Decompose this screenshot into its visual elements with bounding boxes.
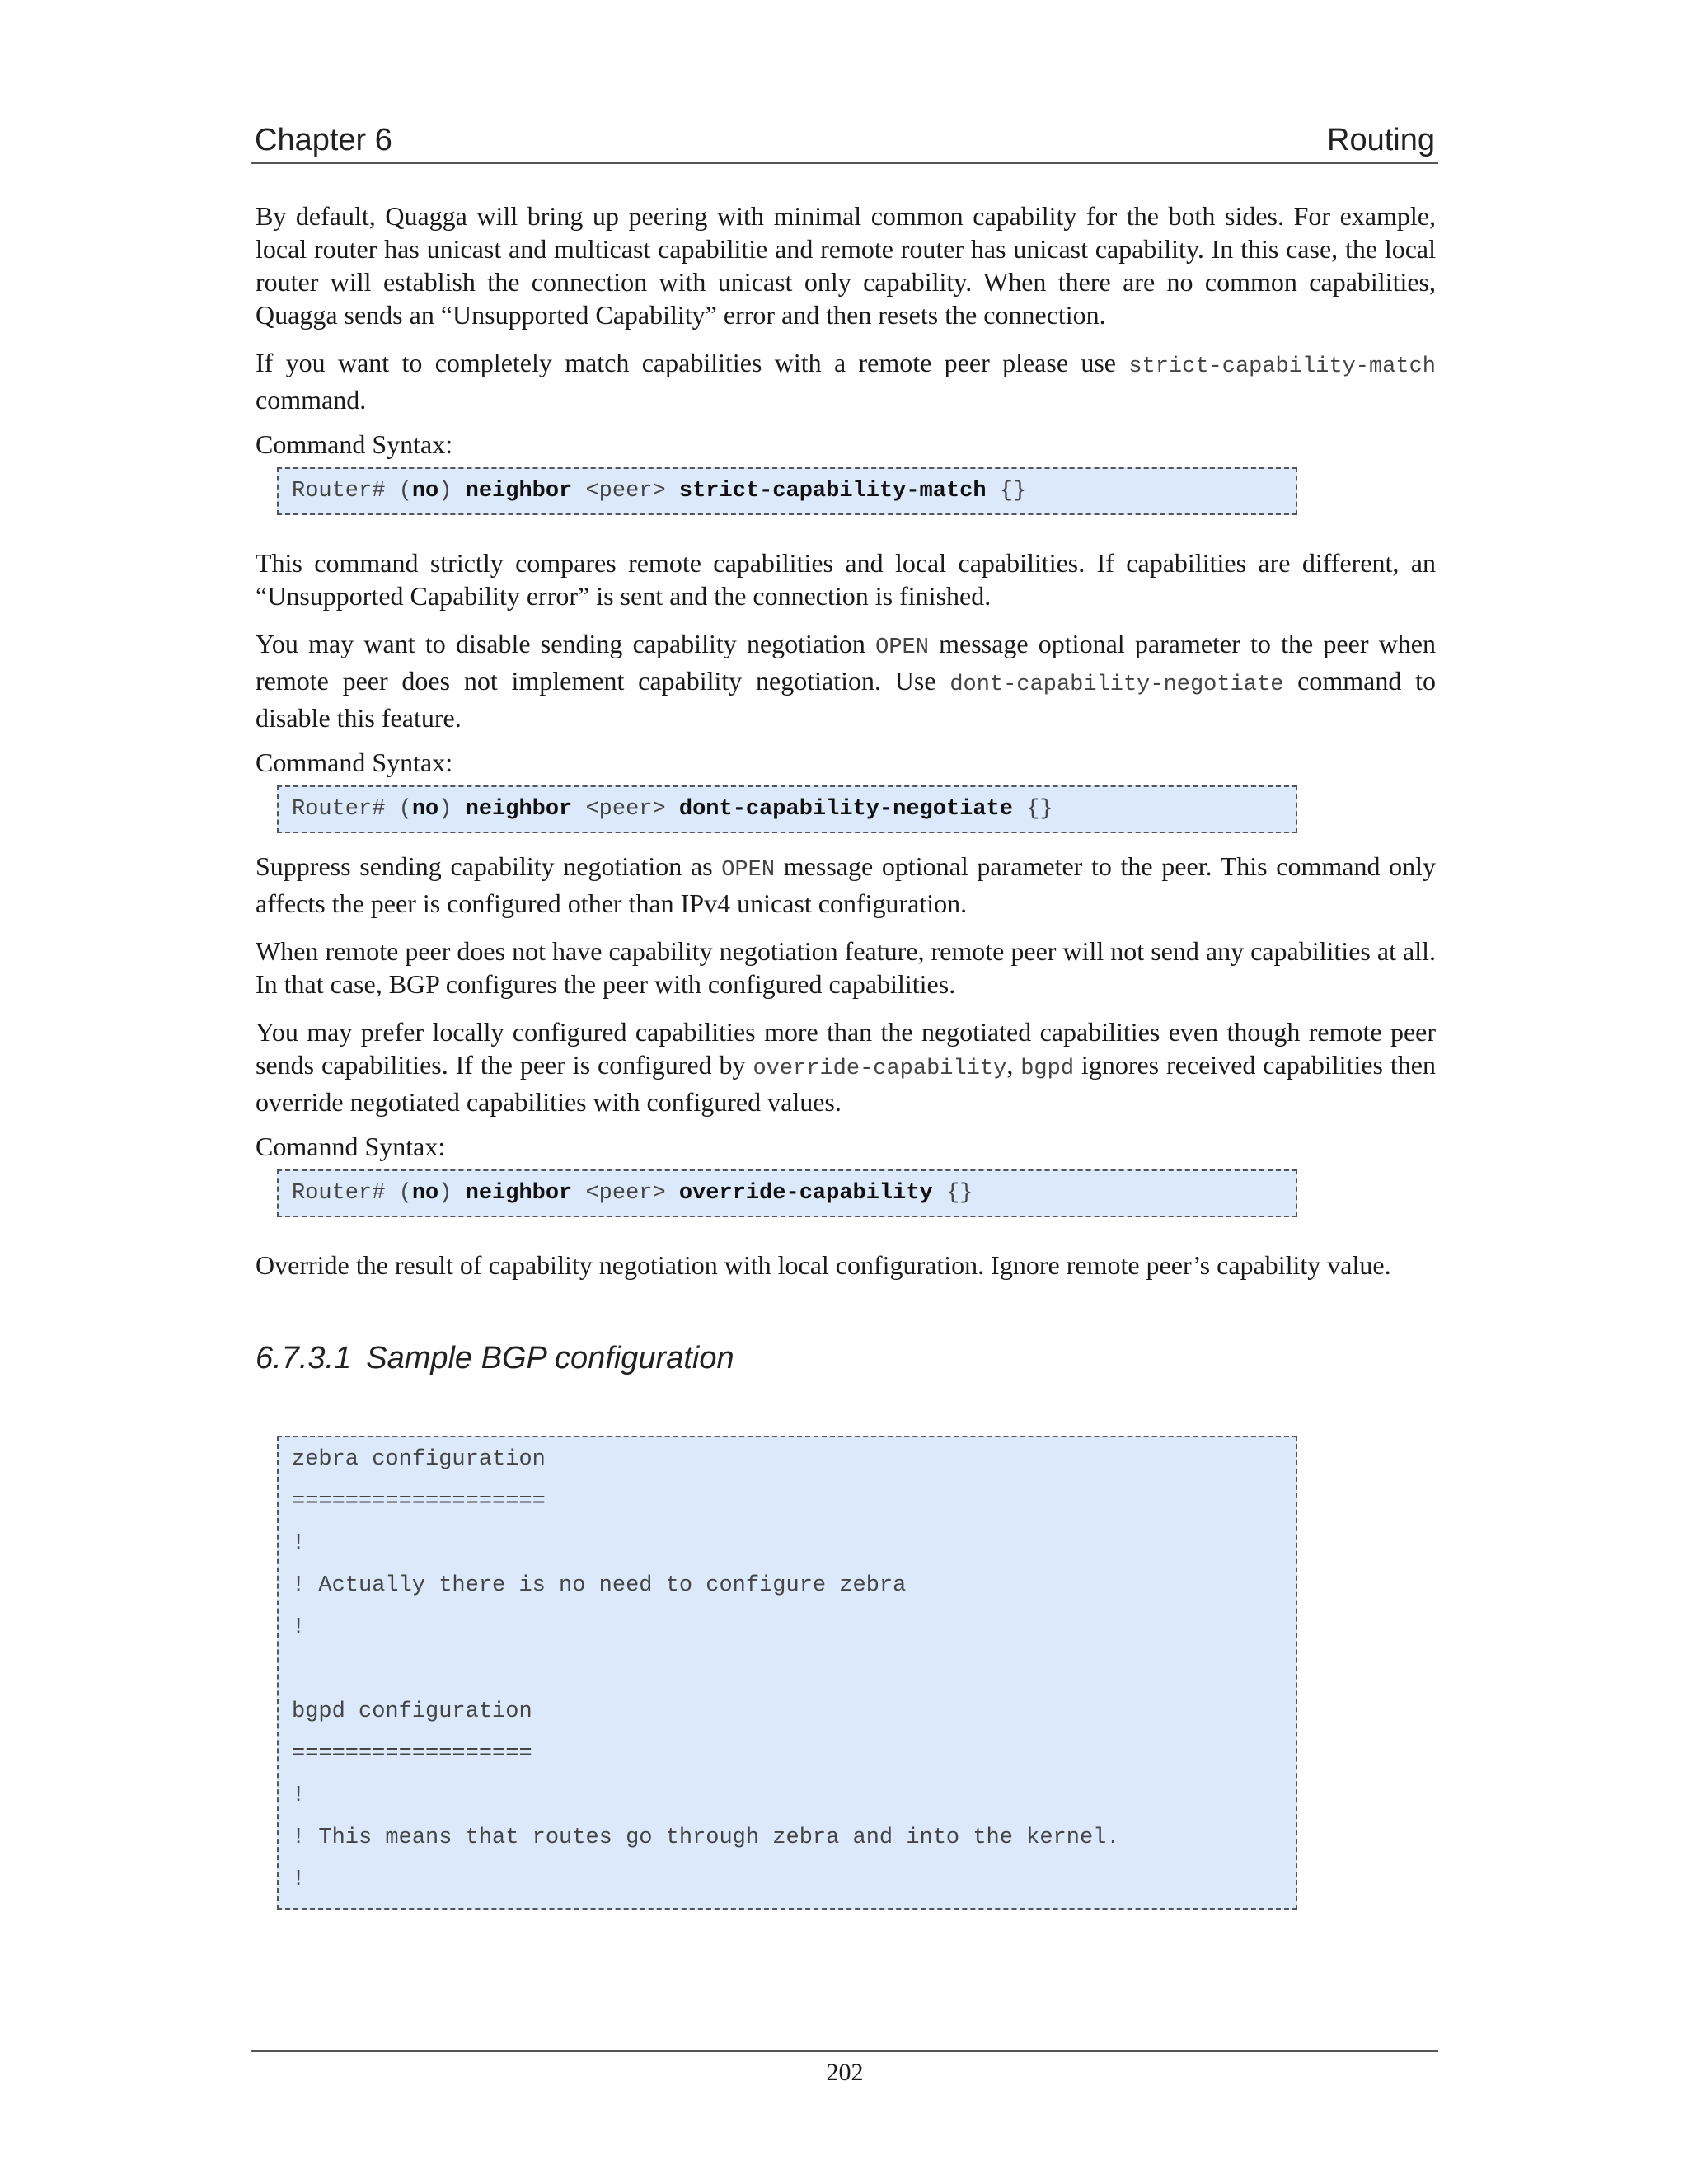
paragraph-suppress-sending <box>256 850 1436 920</box>
prompt: Router# <box>292 479 386 504</box>
config-line: =================== <box>292 1489 546 1514</box>
prompt: Router# <box>292 797 386 822</box>
text: You may prefer locally configured capabilities more than the negotiated capabilities even though remote peer sends capabilities. If the peer is configured by <box>256 1017 1436 1080</box>
text: Suppress sending capability negotiation as <box>256 851 722 881</box>
page-number: 202 <box>826 2059 864 2086</box>
keyword-no: no <box>411 797 439 822</box>
paren: ) <box>438 797 466 822</box>
page-footer <box>251 2050 1438 2087</box>
text: message optional parameter to the peer. This command only affects the peer is configured other than IPv4 unicast configuration. <box>256 851 1437 918</box>
paren: ) <box>438 479 466 504</box>
config-line: ! <box>292 1615 306 1640</box>
config-line: bgpd configuration <box>292 1699 532 1724</box>
keyword-neighbor: neighbor <box>465 1181 573 1206</box>
config-line: ================== <box>292 1741 532 1766</box>
paren: ( <box>385 797 412 822</box>
text: command to disable this feature. <box>256 666 1437 733</box>
braces: {} <box>1012 797 1053 822</box>
config-line: ! This means that routes go through zebra and into the kernel. <box>292 1825 1120 1850</box>
command-box-override-capability <box>277 1169 1297 1217</box>
config-line: ! <box>292 1531 306 1556</box>
page-header <box>251 120 1438 164</box>
paragraph-prefer-local <box>256 1015 1436 1118</box>
section-heading <box>256 1341 1436 1376</box>
page-content <box>256 199 1436 1910</box>
command-syntax-label: Command Syntax: <box>256 429 453 459</box>
inline-code: dont-capability-negotiate <box>950 673 1284 697</box>
keyword-neighbor: neighbor <box>465 479 573 504</box>
command-box-dont-negotiate <box>277 785 1297 833</box>
braces: {} <box>986 479 1027 504</box>
section-number: 6.7.3.1 <box>256 1341 352 1376</box>
peer-arg: <peer> <box>572 479 679 504</box>
paren: ( <box>385 1181 412 1206</box>
keyword-neighbor: neighbor <box>465 797 573 822</box>
keyword-command: dont-capability-negotiate <box>678 797 1013 822</box>
keyword-command: strict-capability-match <box>678 479 987 504</box>
config-line: ! <box>292 1783 306 1808</box>
config-line: ! Actually there is no need to configure zebra <box>292 1573 907 1598</box>
text: ignores received capabilities then override negotiated capabilities with configured values. <box>256 1050 1437 1117</box>
paragraph-disable-negotiation <box>256 627 1436 734</box>
paragraph-no-negotiation-feature: When remote peer does not have capability negotiation feature, remote peer will not send any capabilities at all. In that case, BGP configures the peer with configured capabilities. <box>256 936 1436 999</box>
text: If you want to completely match capabilities with a remote peer please use <box>256 348 1129 377</box>
braces: {} <box>932 1181 973 1206</box>
config-line: ! <box>292 1868 306 1892</box>
inline-code: bgpd <box>1020 1057 1075 1081</box>
command-syntax-label: Comannd Syntax: <box>256 1132 446 1161</box>
inline-code: OPEN <box>875 635 929 660</box>
paragraph-strict-match <box>256 346 1436 416</box>
peer-arg: <peer> <box>572 797 679 822</box>
prompt: Router# <box>292 1181 386 1206</box>
config-line <box>292 1656 1282 1698</box>
inline-code: strict-capability-match <box>1128 354 1436 379</box>
text: message optional parameter to the peer when remote peer does not implement capability negotiation. Use <box>256 629 1437 696</box>
inline-code: OPEN <box>721 858 776 883</box>
paren: ) <box>438 1181 466 1206</box>
section-title: Sample BGP configuration <box>366 1341 734 1376</box>
inline-code: override-capability <box>753 1057 1007 1081</box>
paragraph-override-result: Override the result of capability negotiation with local configuration. Ignore remote peer’s capability value. <box>256 1250 1391 1280</box>
chapter-title: Routing <box>1327 123 1435 157</box>
keyword-no: no <box>411 1181 439 1206</box>
keyword-no: no <box>411 479 439 504</box>
paragraph-default-capability: By default, Quagga will bring up peering with minimal common capability for the both sides. For example, local router has unicast and multicast capabilitie and remote router has unicast capability. In this case, the local router will establish the connection with unicast only capability. When there are no common capabilities, Quagga sends an “Unsupported Capability” error and then resets the connection. <box>256 201 1436 330</box>
command-syntax-label: Command Syntax: <box>256 748 453 777</box>
keyword-command: override-capability <box>678 1181 933 1206</box>
command-box-strict-capability <box>277 467 1297 515</box>
paren: ( <box>385 479 412 504</box>
text: command. <box>256 385 367 415</box>
text: , <box>1006 1050 1021 1080</box>
text: You may want to disable sending capability negotiation <box>256 629 876 658</box>
peer-arg: <peer> <box>572 1181 679 1206</box>
chapter-label: Chapter 6 <box>255 123 392 157</box>
paragraph-strict-compare: This command strictly compares remote capabilities and local capabilities. If capabilities are different, an “Unsupported Capability error” is sent and the connection is finished. <box>256 548 1436 611</box>
config-code-box <box>277 1436 1297 1910</box>
config-line: zebra configuration <box>292 1447 546 1472</box>
